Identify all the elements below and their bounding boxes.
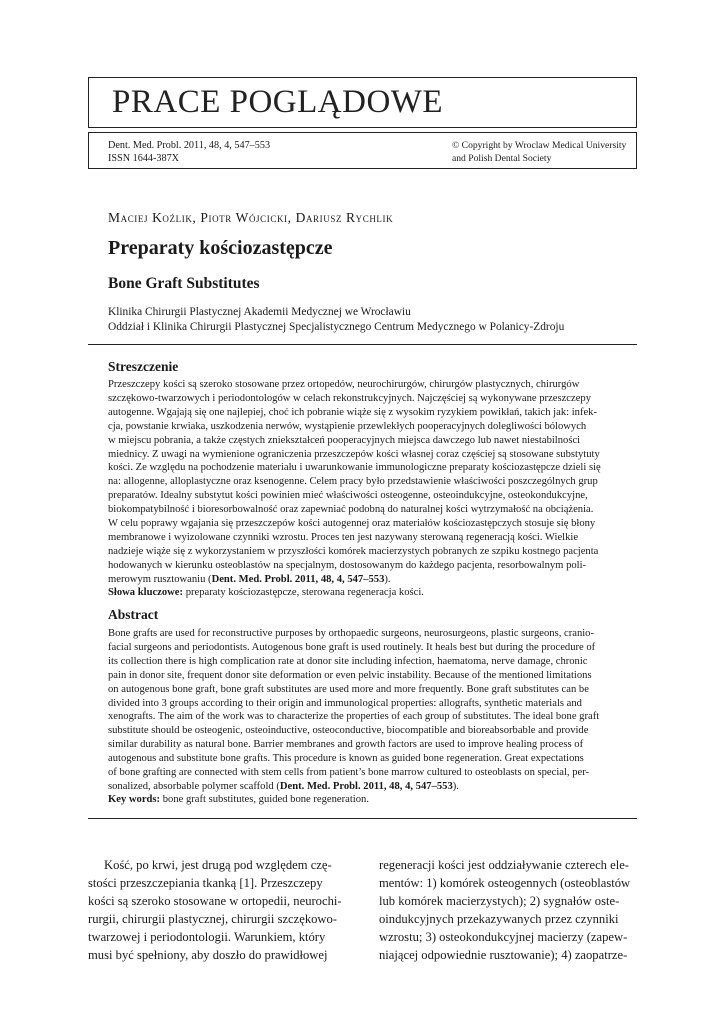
text-line: membranowe i wyizolowane czynniki wzrostu. Proces ten jest nazywany sterowaną regeneracją kości. Wielkie [108, 531, 579, 543]
text-line: kości. Ze względu na pochodzenie materiału i uwarunkowanie immunologiczne preparaty kościozastępcze dzieli się [108, 462, 601, 474]
text-line-last [108, 573, 637, 587]
text-line: preparatów. Idealny substytut kości powinien mieć właściwości osteogenne, osteoindukcyjne, osteokondukcyjne, [108, 490, 588, 502]
text-line: Przeszczepy kości są szeroko stosowane przez ortopedów, neurochirurgów, chirurgów plastycznych, chirurgów [108, 379, 580, 390]
text-line-last [108, 780, 637, 794]
text-line: on autogenous bone graft, bone graft substitutes are used more and more frequently. Bone graft substitutes can be [108, 683, 589, 695]
text-line: its collection there is high complication rate at donor site including infection, haematoma, nerve damage, chronic [108, 655, 588, 667]
keywords-pl [108, 587, 424, 598]
text-line: lub komórek macierzystych); 2) sygnałów oste- [379, 894, 620, 908]
text-line: autogenous and substitute bone grafts. This procedure is known as guided bone regeneration. Great expectations [108, 753, 584, 765]
body-column-right [379, 856, 637, 964]
text-line: niającej odpowiednie rusztowanie); 4) zaopatrze- [379, 948, 628, 962]
affiliation: Klinika Chirurgii Plastycznej Akademii Medycznej we Wrocławiu [108, 306, 411, 318]
body-column-left [88, 856, 346, 964]
journal-citation: Dent. Med. Probl. 2011, 48, 4, 547–553 [108, 140, 271, 151]
abstract-heading: Abstract [108, 607, 159, 622]
journal-info [108, 139, 270, 165]
text-line: facial surgeons and periodontists. Autogenous bone graft is used routinely. It heals best but during the procedure of [108, 641, 596, 653]
keywords-en [108, 794, 369, 805]
divider [88, 344, 637, 345]
text-line: w miejscu pobrania, a także częstych zniekształceń pooperacyjnych miejsca dawczego lub nawet niestabilności [108, 434, 581, 446]
text-line: twarzowej i periodontologii. Warunkiem, który [88, 930, 326, 944]
text-line: biokompatybilność i bioresorbowalność oraz zapewniać podobną do naturalnej kości wytrzymałość na obciążenia. [108, 504, 594, 516]
keywords-label: Key words: [108, 794, 161, 805]
copyright-info [452, 139, 626, 165]
text-line: oindukcyjnych przekazywanych przez czynniki [379, 912, 619, 926]
citation: Dent. Med. Probl. 2011, 48, 4, 547–553 [211, 573, 385, 585]
text-line: musi być spełniony, aby doszło do prawidłowej [88, 948, 328, 962]
article-title-english: Bone Graft Substitutes [108, 275, 260, 292]
abstract-text [108, 627, 637, 794]
streszczenie-text [108, 378, 637, 587]
keywords-value: bone graft substitutes, guided bone regeneration. [160, 794, 369, 805]
text-fragment: merowym rusztowaniu ( [108, 573, 212, 585]
text-line: substitute should be osteogenic, osteoinductive, osteoconductive, biocompatible and bioreabsorbable and provide [108, 725, 589, 737]
text-line: miednicy. Z uwagi na wymienione ograniczenia przeszczepów kości własnej coraz częściej są stosowane substytuty [108, 448, 600, 460]
text-line: mentów: 1) komórek osteogennych (osteoblastów [379, 876, 631, 890]
article-title-polish: Preparaty kościozastępcze [108, 237, 333, 259]
text-fragment: ). [384, 573, 391, 585]
affiliation: Oddział i Klinika Chirurgii Plastycznej Specjalistycznego Centrum Medycznego w Polanicy-Zdroju [108, 321, 565, 333]
text-line: na: allogenne, alloplastyczne oraz ksenogenne. Celem pracy było przedstawienie właściwości poszczególnych grup [108, 476, 598, 488]
text-fragment: sonalized, absorbable polymer scaffold ( [108, 780, 280, 792]
text-line: Bone grafts are used for reconstructive purposes by orthopaedic surgeons, neurosurgeons, plastic surgeons, cranio- [108, 628, 595, 639]
text-line: autogenne. Wgajają się one najlepiej, choć ich pobranie wiąże się z wysokim ryzykiem powikłań, takich jak: infek- [108, 406, 598, 418]
section-title: PRACE POGLĄDOWE [112, 84, 444, 120]
text-line: divided into 3 groups according to their origin and immunological properties: allografts, synthetic materials and [108, 697, 582, 709]
copyright-line: © Copyright by Wroclaw Medical University [452, 140, 627, 151]
text-line: pain in donor site, frequent donor site deformation or even pelvic instability. Because of the mentioned limitations [108, 669, 592, 681]
text-line: cja, powstanie krwiaka, uszkodzenia nerwów, wystąpienie przewlekłych pooperacyjnych dolegliwości bólowych [108, 420, 587, 432]
text-line: regeneracji kości jest oddziaływanie czterech ele- [379, 858, 629, 872]
text-line: kości są szeroko stosowane w ortopedii, neurochi- [88, 894, 342, 908]
text-line: similar durability as natural bone. Barrier membranes and growth factors are used to improve healing process of [108, 739, 584, 751]
copyright-line: and Polish Dental Society [452, 153, 552, 164]
keywords-label: Słowa kluczowe: [108, 587, 184, 598]
text-line: rurgii, chirurgii plastycznej, chirurgii szczękowo- [88, 912, 338, 926]
text-line: wzrostu; 3) osteokondukcyjnej macierzy (zapew- [379, 930, 628, 944]
streszczenie-heading: Streszczenie [108, 359, 179, 374]
journal-issn: ISSN 1644-387X [108, 153, 180, 164]
text-fragment: ). [452, 780, 459, 792]
citation: Dent. Med. Probl. 2011, 48, 4, 547–553 [279, 780, 453, 792]
text-line: W celu poprawy wgajania się przeszczepów kości autogennej oraz materiałów kościozastępczych stosuje się błony [108, 518, 596, 530]
keywords-value: preparaty kościozastępcze, sterowana regeneracja kości. [183, 587, 424, 598]
text-line: stości przeszczepiania tkanką [1]. Przeszczepy [88, 876, 323, 890]
authors: Maciej Koźlik, Piotr Wójcicki, Dariusz Rychlik [108, 210, 394, 225]
text-line: Kość, po krwi, jest drugą pod względem czę- [104, 858, 332, 872]
text-line: of bone grafting are connected with stem cells from patient’s bone marrow cultured to osteoblasts on special, per- [108, 767, 590, 779]
text-line: nadzieje wiąże się z wykorzystaniem w przyszłości komórek macierzystych pobranych ze szpiku kostnego pacjenta [108, 545, 599, 557]
text-line: hodowanych w kierunku osteoblastów na specjalnym, dostosowanym do każdego pacjenta, resorbowalnym poli- [108, 559, 587, 571]
divider [88, 818, 637, 819]
text-line: xenografts. The aim of the work was to characterize the properties of each group of substitutes. The ideal bone graft [108, 711, 600, 723]
text-line: szczękowo-twarzowych i periodontologów w celach rekonstrukcyjnych. Najczęściej są wykonywane przeszczepy [108, 392, 591, 404]
